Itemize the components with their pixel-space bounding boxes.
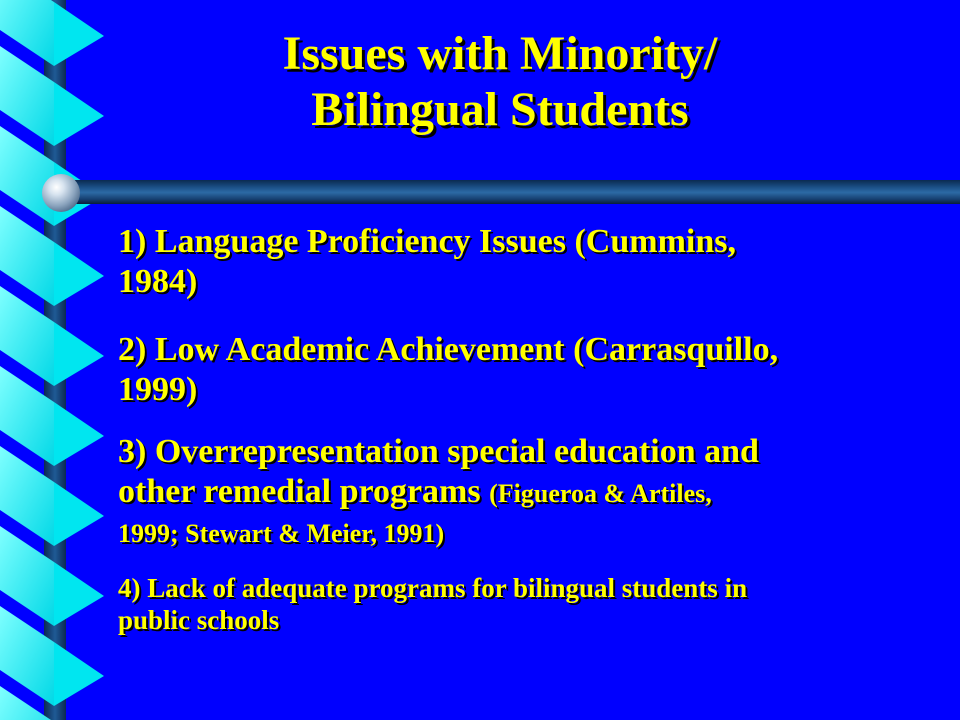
bullet-3-line-1: 3) Overrepresentation special education and: [118, 433, 759, 470]
bullet-low-achievement: [118, 330, 778, 410]
decorative-ribbon: [0, 0, 112, 720]
bullet-2-line-1: 2) Low Academic Achievement (Carrasquillo,: [118, 331, 779, 368]
slide-title: [190, 26, 810, 138]
bullet-3-line-2: [118, 472, 759, 514]
title-line-1: Issues with Minority/: [282, 27, 718, 80]
bullet-4-line-2: public schools: [118, 605, 280, 635]
bullet-3-citation: (Figueroa & Artiles,: [489, 479, 712, 508]
bullet-1-line-1: 1) Language Proficiency Issues (Cummins,: [118, 223, 736, 260]
bullet-lack-of-programs: [118, 572, 747, 636]
bullet-4-line-1: 4) Lack of adequate programs for bilingual students in: [118, 573, 748, 603]
bullet-language-proficiency: [118, 222, 736, 302]
bullet-3-line-3: 1999; Stewart & Meier, 1991): [118, 519, 445, 548]
divider-orb: [42, 174, 80, 212]
title-line-2: Bilingual Students: [311, 83, 689, 136]
bullet-overrepresentation: [118, 432, 759, 554]
title-divider-bar: [50, 180, 960, 204]
bullet-1-line-2: 1984): [118, 263, 198, 300]
bullet-3-line-2-main: other remedial programs: [118, 473, 490, 510]
bullet-2-line-2: 1999): [118, 371, 198, 408]
